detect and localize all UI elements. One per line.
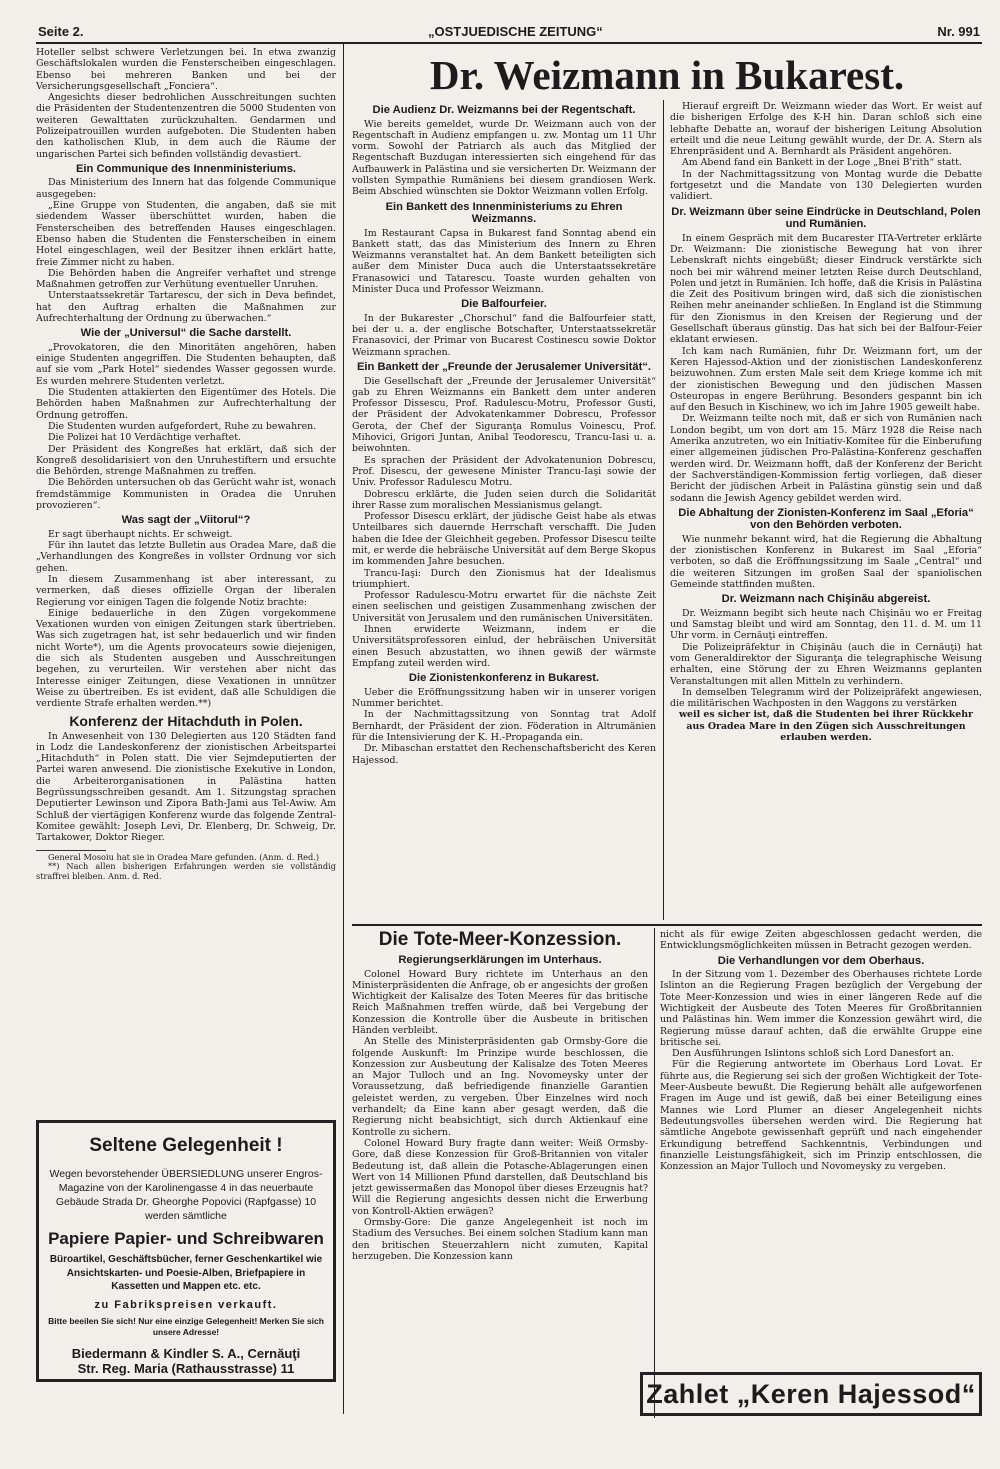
- column-left: [36, 47, 336, 1113]
- paragraph: In der Nachmittagssitzung von Sonntag trat Adolf Bernhardt, der Präsident der zion. Föderation in Altrumänien für die Intensivierung der K. H.-Propaganda ein.: [352, 709, 656, 743]
- issue-number: Nr. 991: [937, 24, 980, 39]
- paragraph: „Eine Gruppe von Studenten, die angaben, daß sie mit siedendem Wasser überschüttet wurden, haben die Fensterscheiben des betreffenden Hauses eingeschlagen. Ebenso haben die Studenten die Fensterscheiben in einem Hotel eingeschlagen, weil der Besitzer ihnen erklärt hatte, freie Zimmer nicht zu haben.: [36, 200, 336, 268]
- subheading: Die Verhandlungen vor dem Oberhaus.: [717, 954, 925, 967]
- paragraph: In Anwesenheit von 130 Delegierten aus 120 Städten fand in Lodz die Landeskonferenz der zionistischen Arbeitspartei „Hitachduth“ in Polen statt. Die vier Sejmdeputierten der Partei waren anwesend. Die zionistische Exekutive in London, die Arbeiterorganisationen in Palästina hatten Begrüssungsschreiben gesandt. Am 1. Sitzungstag sprachen Deputierter Lewinson und Zipora Bath-Jami aus Tel-Awiw. Am Schluß der viertägigen Konferenz wurde das folgende Zentral-Komitee gewählt: Joseph Levi, Dr. Elenberg, Dr. Schweig, Dr. Tartakower, Doktor Rieger.: [36, 730, 336, 844]
- paragraph: Dobrescu erklärte, die Juden seien durch die Solidarität ihrer Rasse zum moralischen Messianismus gelangt.: [352, 488, 656, 511]
- ad-address: Str. Reg. Maria (Rathausstrasse) 11: [77, 1360, 295, 1376]
- paragraph: Die Studenten wurden aufgefordert, Ruhe zu bewahren.: [48, 420, 317, 432]
- article-title: Konferenz der Hitachduth in Polen.: [69, 712, 303, 729]
- paragraph: Hoteller selbst schwere Verletzungen bei. In etwa zwanzig Geschäftslokalen wurden die Fensterscheiben eingeschlagen. Ebenso bei mehreren Banken und bei der Versicherungsgesellschaft „Fonciera“.: [36, 47, 336, 92]
- paragraph: Colonel Howard Bury fragte dann weiter: Weiß Ormsby-Gore, daß diese Konzession für Groß-Britannien von vitaler Bedeutung ist, daß allein die Potasche-Ablagerungen einen Wert von 14 Millionen Pfund darstellen, daß Deutschland bis jetzt gewissermaßen das Monopol über dieses Erzeugnis hat? Will die Regierung angesichts dessen nicht die Erwerbung von Kontroll-Aktien erwägen?: [352, 1137, 648, 1217]
- paragraph: Colonel Howard Bury richtete im Unterhaus an den Ministerpräsidenten die Anfrage, ob er angesichts der großen Wichtigkeit der Kalisalze des Toten Meeres für das britische Reich Maßnahmen treffen würde, daß bei Vergebung der Konzession die Kontrolle über die Ausbeute in britischen Händen verbleibt.: [352, 968, 648, 1036]
- subheading: Dr. Weizmann nach Chişinău abgereist.: [721, 593, 931, 606]
- paragraph: Angesichts dieser bedrohlichen Ausschreitungen suchten die Präsidenten der Studentenzentren die 5000 Studenten von weiteren Gewalttaten zurückzuhalten. Gendarmen und Polizeipatrouillen wurden aufgeboten. Die Studenten haben den katholischen Klub, in dem auch die Räume der ungarischen Partei sich befinden vollständig devastiert.: [36, 92, 336, 160]
- subheading: Was sagt der „Viitorul“?: [121, 514, 251, 527]
- column-rule-bottom: [654, 928, 655, 1418]
- ad-company: Biedermann & Kindler S. A., Cernăuţi: [71, 1345, 301, 1361]
- ad-note: Bitte beeilen Sie sich! Nur eine einzige Gelegenheit! Merken Sie sich unsere Adresse!: [48, 1315, 324, 1337]
- article-title: Dr. Weizmann in Bukarest.: [429, 52, 905, 98]
- paragraph: Es sprachen der Präsident der Advokatenunion Dobrescu, Prof. Disescu, der gewesene Minister Trancu-Iaşi sowie der Univ. Professor Radulescu Motru.: [352, 454, 656, 489]
- column-rule-left: [343, 44, 344, 1414]
- paragraph: Den Ausführungen Islintons schloß sich Lord Danesfort an.: [672, 1048, 955, 1060]
- subheading: Dr. Weizmann über seine Eindrücke in Deutschland, Polen und Rumänien.: [671, 205, 981, 231]
- paragraph: Die Behörden haben die Angreifer verhaftet und strenge Maßnahmen getroffen zur Verhütung eventueller Unruhen.: [36, 267, 336, 291]
- subheading: Wie der „Universul“ die Sache darstellt.: [80, 327, 292, 340]
- column-bottom-middle: [352, 929, 648, 1417]
- paragraph: Dr. Weizmann begibt sich heute nach Chişinău wo er Freitag und Samstag bleibt und wird am Sonntag, den 11. d. M. um 11 Uhr vorm. in Cernăuţi eintreffen.: [670, 607, 982, 642]
- subheading: Die Abhaltung der Zionisten-Konferenz im Saal „Eforia“ von den Behörden verboten.: [678, 506, 974, 532]
- paragraph: Im Restaurant Capsa in Bukarest fand Sonntag abend ein Bankett statt, das das Ministerium des Innern zu Ehren Weizmanns veranstaltet hat. An dem Bankett beteiligten sich außer dem Minister Duca auch die Unterstaatssekretäre Franasowici und Tatarescu. Toaste wurden gehalten von Minister Duca und Professor Weizmann.: [352, 227, 656, 296]
- paragraph: Die Studenten attakierten den Eigentümer des Hotels. Die Behörden haben Maßnahmen zur Aufrechterhaltung der Ordnung getroffen.: [36, 387, 336, 421]
- paragraph: nicht als für ewige Zeiten abgeschlossen gedacht werden, die Entwicklungsmöglichkeiten müssen in Betracht gezogen werden.: [660, 929, 982, 952]
- paragraph: Dr. Mibaschan erstattet den Rechenschaftsbericht des Keren Hajessod.: [352, 743, 656, 766]
- page-header: [38, 18, 980, 40]
- footnote: **) Nach allen bisherigen Erfahrungen werden sie vollständig straffrei bleiben. Anm. d. Red.: [36, 861, 336, 881]
- paragraph: Ich kam nach Rumänien, fuhr Dr. Weizmann fort, um der Keren Hajessod-Aktion und der zionistischen Landeskonferenz beizuwohnen. Zum ersten Male seit dem Kriege komme ich mit der zionistischen Bewegung und den jüdischen Massen Osteuropas in engere Berührung. Besonders gespannt bin ich auf den Besuch in Kischinew, wo ich im Jahre 1905 geweilt habe.: [670, 345, 982, 414]
- paragraph: Der Präsident des Kongreßes hat erklärt, daß sich der Kongreß desolidarisiert von den Unruhestiftern und ersuchte die Behörden, strenge Maßnahmen zu treffen.: [36, 443, 336, 478]
- paragraph: In der Sitzung vom 1. Dezember des Oberhauses richtete Lorde Islinton an die Regierung Fragen bezüglich der Vergebung der Tote Meer-Konzession und wies in einer längeren Rede auf die Wichtigkeit der Ausbeute des Toten Meeres für Großbritannien und Palästinas hin. Wem immer die Konzession gewährt wird, die Regierung müsse darauf achten, daß die erwählte Gruppe eine britische sei.: [660, 969, 982, 1048]
- subheading: Die Zionistenkonferenz in Bukarest.: [408, 672, 600, 685]
- keren-hajessod-banner: Zahlet „Keren Hajessod“: [640, 1372, 982, 1416]
- article-title: Die Tote-Meer-Konzession.: [378, 929, 622, 950]
- paragraph: Ihnen erwiderte Weizmann, indem er die Universitätsprofessoren einlud, der hebräischen Universität einen Besuch abzustatten, wo ihnen gewiß der wärmste Empfang zuteil werden wird.: [352, 624, 656, 669]
- subheading: Regierungserklärungen im Unterhaus.: [398, 954, 602, 966]
- column-middle: [352, 101, 656, 919]
- column-bottom-right: [660, 929, 982, 1367]
- paragraph: In demselben Telegramm wird der Polizeipräfekt angewiesen, die militärischen Wachposten in den Waggons zu verstärken: [670, 686, 982, 710]
- paragraph: Ormsby-Gore: Die ganze Angelegenheit ist noch im Stadium des Versuches. Bei einem solchen Stadium kann man den britischen Steuerzahlern nicht zumuten, Kapital herzugeben. Die Konzession kann: [352, 1217, 648, 1262]
- paragraph: Dr. Weizmann teilte noch mit, daß er sich von Rumänien nach London begibt, um von dort am 15. März 1928 die Reise nach Amerika anzutreten, wo ein Initiativ-Komitee für die Einberufung einer allgemeinen jüdischen Pro-Palästina-Konferenz geschaffen werden wird. Dr. Weizmann hofft, daß der Konferenz der Bericht der Sachverständigen-Kommission fertig vorliegen, daß dieser Bericht der jüdischen Arbeit in Palästina günstig sein und daß sodann die Jewish Agency gebildet werden wird.: [670, 413, 982, 504]
- paragraph: In der Nachmittagssitzung von Montag wurde die Debatte fortgesetzt und die Mandate von 130 Delegierten wurden validiert.: [670, 168, 982, 203]
- column-right: [670, 101, 982, 919]
- paragraph: In diesem Zusammenhang ist aber interessant, zu vermerken, daß dieses offizielle Organ der liberalen Regierung vor einigen Tagen die folgende Notiz brachte:: [36, 573, 336, 608]
- paragraph: Trancu-Iaşi: Durch den Zionismus hat der Idealismus triumphiert.: [352, 567, 656, 590]
- ad-text: zu Fabrikspreisen verkauft.: [94, 1298, 278, 1311]
- paragraph: In der Bukarester „Chorschul“ fand die Balfourfeier statt, bei der u. a. der englische Botschafter, Unterstaatssekretär Franasovici, der Primar von Bucarest Costinescu sowie Doktor Weizmann sprachen.: [352, 312, 656, 358]
- paragraph: Für ihn lautet das letzte Bulletin aus Oradea Mare, daß die „Verhandlungen des Kongreßes in vollster Ordnung vor sich gehen.: [36, 540, 336, 574]
- paragraph: Die Behörden untersuchen ob das Gerücht wahr ist, wonach fremdstämmige Kommunisten in Oradea die Unruhen provozieren“.: [36, 477, 336, 511]
- paragraph: Er sagt überhaupt nichts. Er schweigt.: [48, 528, 233, 540]
- paragraph: Das Ministerium des Innern hat das folgende Communique ausgegeben:: [36, 177, 336, 200]
- advertisement-box: [36, 1120, 336, 1382]
- ad-title: Seltene Gelegenheit !: [89, 1135, 283, 1156]
- paragraph: Wie bereits gemeldet, wurde Dr. Weizmann auch von der Regentschaft in Audienz empfangen u. zw. Montag um 11 Uhr vorm. Sowohl der Patriarch als auch das Mitglied der Regentschaft Buzdugan interessierten sich eingehend für das Aufbauwerk in Palästina und sie versicherten Dr. Weizmann der vollsten Sympathie Rumäniens bei diesem grandiosen Werk. Beim Abschied wünschten sie Doktor Weizmann vollen Erfolg.: [352, 118, 656, 198]
- header-rule: [36, 42, 982, 44]
- paragraph: Für die Regierung antwortete im Oberhaus Lord Lovat. Er führte aus, die Regierung sei sich der großen Wichtigkeit der Tote-Meer-Ausbeute bewußt. Die Regierung behält alle aufgeworfenen Fragen im Auge und ist gewiß, daß bei einer Beteiligung eines Mannes wie Lord Plumer an dieser Angelegenheit nichts Bedeutungsvolles übersehen werden wird. Die Regierung hat sämtliche Angebote gewissenhaft geprüft und nach eingehender Erkundigung betreffend Sachkenntnis, Verbindungen und finanzielle Leistungsfähigkeit, sich im Prinzip entschlossen, die Konzession an Major Tulloch und Novomeysky zu vergeben.: [660, 1059, 982, 1173]
- paragraph: Die Polizei hat 10 Verdächtige verhaftet.: [48, 432, 241, 444]
- subheading: Ein Bankett der „Freunde der Jerusalemer Universität“.: [356, 361, 652, 374]
- paragraph: „Provokatoren, die den Minoritäten angehören, haben einige Studenten angegriffen. Die Studenten behaupten, daß auf sie vom „Park Hotel“ siedendes Wasser gegossen wurde. Es wurden mehrere Studenten verletzt.: [36, 341, 336, 387]
- subheading: Ein Bankett des Innenministeriums zu Ehren Weizmanns.: [385, 200, 623, 226]
- paragraph: Die Gesellschaft der „Freunde der Jerusalemer Universität“ gab zu Ehren Weizmanns ein Bankett dem unter anderen Professor Dissescu, Prof. Radulescu-Motru, Professor Gusti, der Präsident der Advokatenkammer Dobrescu, Professor Gerota, der Chef der Siguranţa Romulus Voinescu, Prof. Mihovici, Grigori Juntan, Anibal Teodorescu, Trancu-Iasi u. a. beiwohnten.: [352, 375, 656, 455]
- paragraph: In einem Gespräch mit dem Bucarester ITA-Vertreter erklärte Dr. Weizmann: Die zionistische Bewegung hat von ihrer Lebenskraft nichts eingebüßt; dieser Eindruck verstärkte sich noch bei mir während meiner letzten Reise durch Deutschland, Polen und jetzt in Rumänien. Ich hoffe, daß die Krisis in Palästina die Zeit des Positivum bringen wird, daß sich die zionistischen Reihen mehr aneinander schließen. In England ist die Stimmung für den Zionismus in den Kreisen der Regierung und der Gesellschaft überaus günstig. Das hat sich bei der Balfour-Feier eklatant erwiesen.: [670, 232, 982, 346]
- paragraph: Professor Disescu erklärt, der jüdische Geist habe als etwas Unteilbares sich dauernde Herrschaft verschafft. Die Juden haben die Idee der Gleichheit gegeben. Professor Disescu teilte mit, er werde die hebräische Universität auf dem Berge Skopus im kommenden Jahre besuchen.: [352, 511, 656, 568]
- paragraph: Einige bedauerliche in den Zügen vorgekommene Vexationen wurden von einigen Zeitungen stark übertrieben. Was sich zugetragen hat, ist sehr bedauerlich und wir finden nicht Worte*), um die Agents provocateurs sowie diejenigen, die sich als Studenten ausgeben und Ausschreitungen begehen, zu verurteilen. Wir verstehen aber nicht das Interesse einiger Zeitungen, diese Vexationen in unnützer Weise zu übertreiben. Es ist evident, daß alle Schuldigen die verdiente Strafe erhalten werden.**): [36, 607, 336, 710]
- paragraph: Unterstaatssekretär Tartarescu, der sich in Deva befindet, hat den Auftrag erhalten die Maßnahmen zur Aufrechterhaltung der Ordnung zu überwachen.“: [36, 290, 336, 325]
- paragraph: weil es sicher ist, daß die Studenten bei ihrer Rückkehr aus Oradea Mare in den Zügen sich Ausschreitungen erlauben werden.: [678, 709, 973, 744]
- newspaper-name: „OSTJUEDISCHE ZEITUNG“: [428, 24, 603, 39]
- subheading: Ein Communique des Innenministeriums.: [75, 162, 297, 175]
- ad-text: Wegen bevorstehender ÜBERSIEDLUNG unserer Engros-Magazine von der Karolinengasse 4 in das neuerbaute Gebäude Strada Dr. Gheorghe Popovici (Rapfgasse) 10 werden sämtliche: [49, 1168, 323, 1222]
- ad-headline: Papiere Papier- und Schreibwaren: [48, 1229, 324, 1248]
- paragraph: Hierauf ergreift Dr. Weizmann wieder das Wort. Er weist auf die bisherigen Erfolge des K-H hin. Daran schloß sich eine lebhafte Debatte an, worauf der bisherigen Leitung Absolution erteilt und die neue Leitung gewählt wurde, der Dr. A. Stern als Ehrenpräsident und A. Bernhardt als Präsident angehören.: [670, 101, 982, 158]
- paragraph: Die Polizeipräfektur in Chişinău (auch die in Cernăuţi) hat vom Generaldirektor der Siguranţa die telegraphische Weisung erhalten, eine Störung der zu Ehren Weizmanns geplanten Veranstaltungen mit allen Mitteln zu verhindern.: [670, 641, 982, 687]
- paragraph: Wie nunmehr bekannt wird, hat die Regierung die Abhaltung der zionistischen Konferenz in Bukarest im Saal „Eforia“ verboten, so daß die Eröffnungssitzung im Saale „Central“ und die weiteren Sitzungen im großen Saal der spaniolischen Gemeinde stattfinden mußten.: [670, 533, 982, 590]
- subheading: Die Balfourfeier.: [461, 298, 547, 311]
- footnote-rule: [36, 850, 106, 851]
- subheading: Die Audienz Dr. Weizmanns bei der Regentschaft.: [372, 104, 636, 116]
- ad-text: Büroartikel, Geschäftsbücher, ferner Geschenkartikel wie Ansichtskarten- und Poesie-Alben, Briefpapiere in Kassetten und Mappen etc. etc.: [49, 1254, 323, 1292]
- column-rule-right: [663, 100, 664, 920]
- paragraph: An Stelle des Ministerpräsidenten gab Ormsby-Gore die folgende Auskunft: Im Prinzipe wurde beschlossen, die Konzession zur Ausbeutung der Kalisalze des Toten Meeres an Major Tulloch und an Ing. Novomeysky unter der Voraussetzung, daß befriedigende finanzielle Garantien geleistet werden, zu vergeben. Über Einzelnes wird noch verhandelt; da Eine kann aber gesagt werden, daß die Regierung nicht beabsichtigt, sich durch Aktienkauf eine Kontrolle zu sichern.: [352, 1036, 648, 1138]
- paragraph: Professor Radulescu-Motru erwartet für die nächste Zeit einen seelischen und geistigen Zusammenhang zwischen der Universität von Jerusalem und den rumänischen Universitäten.: [352, 590, 656, 624]
- paragraph: Am Abend fand ein Bankett in der Loge „Bnei B'rith“ statt.: [682, 157, 962, 169]
- footnote: General Mosoiu hat sie in Oradea Mare gefunden. (Anm. d. Red.): [48, 851, 320, 862]
- section-rule: [352, 924, 982, 926]
- page-number: Seite 2.: [38, 24, 84, 39]
- paragraph: Ueber die Eröffnungssitzung haben wir in unserer vorigen Nummer berichtet.: [352, 686, 656, 710]
